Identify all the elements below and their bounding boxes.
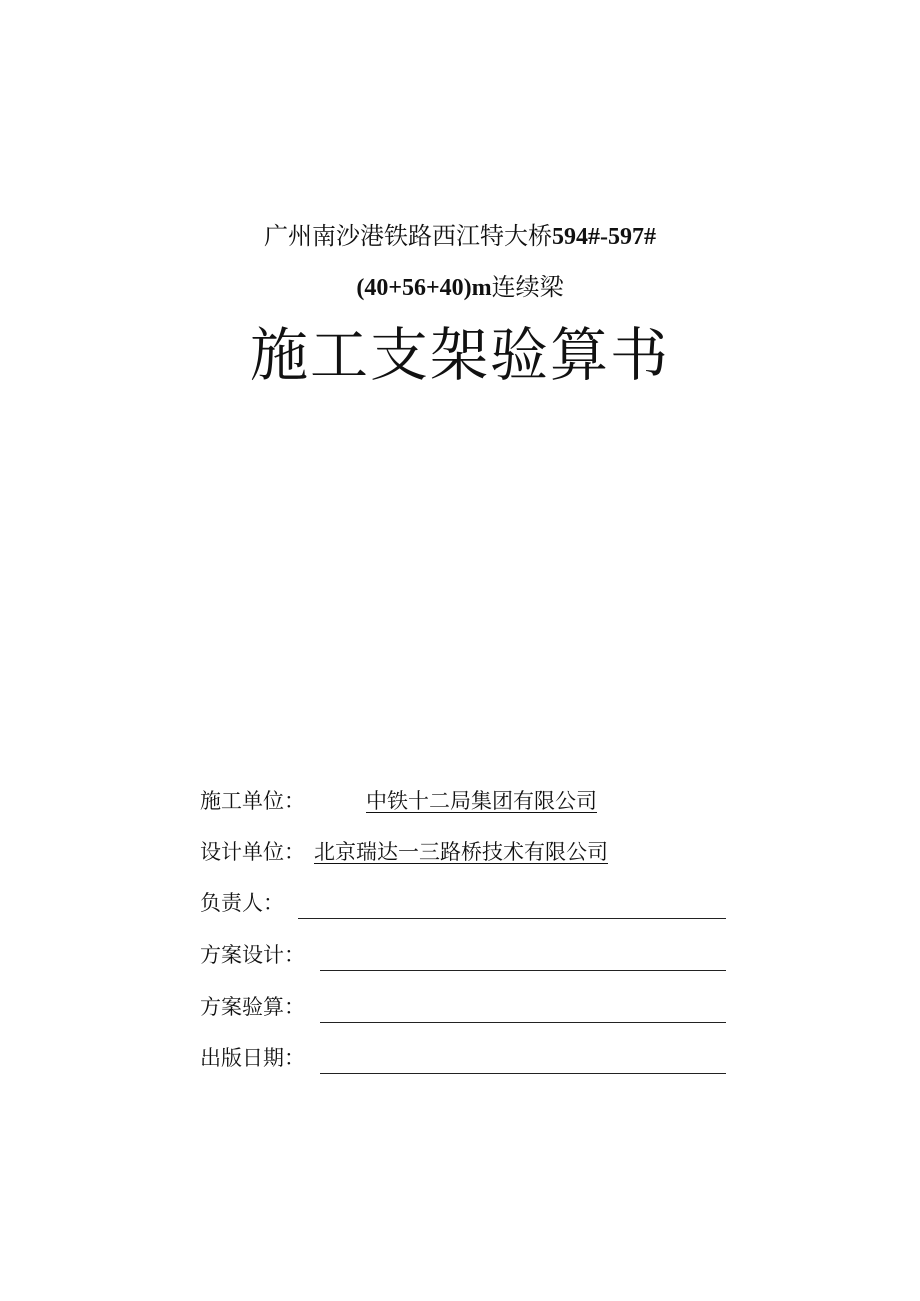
construction-unit-label: 施工单位： [200,789,305,813]
scheme-design-label: 方案设计： [200,943,305,967]
design-unit-label: 设计单位： [200,840,305,864]
scheme-check-label: 方案验算： [200,995,305,1019]
scheme-design-row [200,938,726,972]
responsible-blank-line [298,918,726,919]
document-title: 施工支架验算书 [249,321,670,389]
publish-date-row [200,1041,726,1075]
scheme-design-blank-line [320,970,726,971]
responsible-row [200,886,726,920]
responsible-label: 负责人： [200,891,284,915]
design-unit-value: 北京瑞达一三路桥技术有限公司 [314,840,608,864]
project-title-line2 [0,270,920,305]
construction-unit-row [200,784,620,818]
span-config: (40+56+40)m [356,275,492,301]
project-name: 广州南沙港铁路西江特大桥 [264,222,552,250]
publish-date-label: 出版日期： [200,1046,305,1070]
design-unit-row [200,835,640,869]
beam-type: 连续梁 [491,273,564,301]
project-title-line1 [0,219,920,254]
scheme-check-blank-line [320,1022,726,1023]
publish-date-blank-line [320,1073,726,1074]
construction-unit-value: 中铁十二局集团有限公司 [366,789,597,813]
pier-range: 594#-597# [552,224,656,250]
scheme-check-row [200,990,726,1024]
